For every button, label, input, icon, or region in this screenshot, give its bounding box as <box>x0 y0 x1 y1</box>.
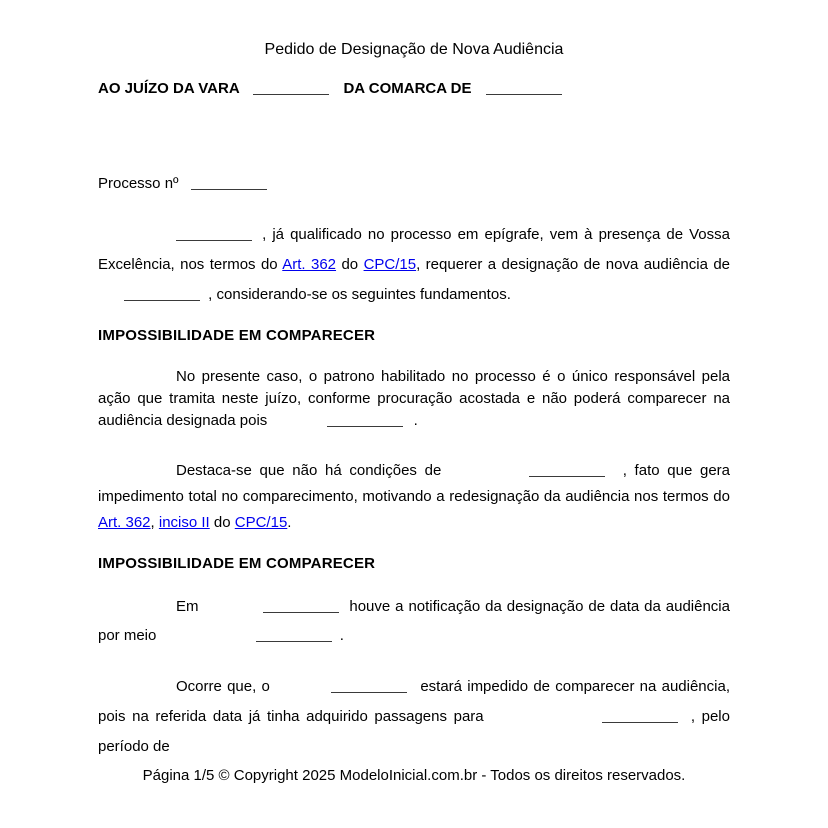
paragraph-text: , fato que gera impedimento total no comparecimento, motivando a redesignação da audiência nos termos do <box>98 462 731 505</box>
link-cpc-15[interactable]: CPC/15 <box>234 514 288 531</box>
blank-field <box>486 82 562 95</box>
addressee-court-label: AO JUÍZO DA VARA <box>98 80 240 97</box>
notification-paragraph <box>98 592 730 650</box>
section-heading-1: IMPOSSIBILIDADE EM COMPARECER <box>98 327 376 344</box>
paragraph-text: Em <box>176 598 199 615</box>
paragraph-text: , já qualificado no processo em epígrafe, vem à presença de Vossa Excelência, nos termos do <box>98 226 730 273</box>
blank-field <box>124 288 200 301</box>
paragraph-text: Ocorre que, o <box>176 678 270 695</box>
travel-paragraph <box>98 672 730 762</box>
paragraph-text: houve a notificação da designação de data da audiência por meio <box>98 598 730 644</box>
paragraph-text: . <box>287 514 292 531</box>
blank-field <box>263 600 339 613</box>
impossibility-paragraph-1 <box>98 366 730 432</box>
court-addressee-line <box>98 79 730 99</box>
blank-field <box>529 464 605 477</box>
paragraph-text: do <box>341 256 359 273</box>
blank-field <box>176 228 252 241</box>
blank-field <box>331 680 407 693</box>
link-art-362[interactable]: Art. 362 <box>98 514 151 531</box>
opening-paragraph <box>98 220 730 310</box>
process-number-line <box>98 174 730 194</box>
blank-field <box>256 629 332 642</box>
section-heading-2: IMPOSSIBILIDADE EM COMPARECER <box>98 555 376 572</box>
blank-field <box>602 710 678 723</box>
link-art-362[interactable]: Art. 362 <box>282 256 337 273</box>
blank-field <box>191 177 267 190</box>
blank-field <box>327 414 403 427</box>
paragraph-text: estará impedido de comparecer na audiência, pois na referida data já tinha adquirido passagens para <box>98 678 730 725</box>
page-title: Pedido de Designação de Nova Audiência <box>264 41 564 58</box>
paragraph-text: , considerando-se os seguintes fundamentos. <box>208 286 511 303</box>
addressee-district-label: DA COMARCA DE <box>343 80 472 97</box>
blank-field <box>253 82 329 95</box>
page-footer: Página 1/5 © Copyright 2025 ModeloInicial.com.br - Todos os direitos reservados. <box>142 767 686 784</box>
impossibility-paragraph-2 <box>98 458 730 536</box>
paragraph-text: Destaca-se que não há condições de <box>176 462 442 479</box>
paragraph-text: , <box>150 514 155 531</box>
link-inciso-ii[interactable]: inciso II <box>158 514 210 531</box>
link-cpc-15[interactable]: CPC/15 <box>363 256 417 273</box>
paragraph-text: , requerer a designação de nova audiência de <box>416 256 731 273</box>
paragraph-text: . <box>339 627 344 644</box>
process-number-label: Processo nº <box>98 175 179 192</box>
paragraph-text: . <box>413 412 418 429</box>
paragraph-text: No presente caso, o patrono habilitado no processo é o único responsável pela ação que tramita neste juízo, conforme procuração acostada e não poderá comparecer na audiência designada pois <box>98 368 730 429</box>
paragraph-text: , pelo período de <box>98 708 730 755</box>
paragraph-text: do <box>213 514 231 531</box>
